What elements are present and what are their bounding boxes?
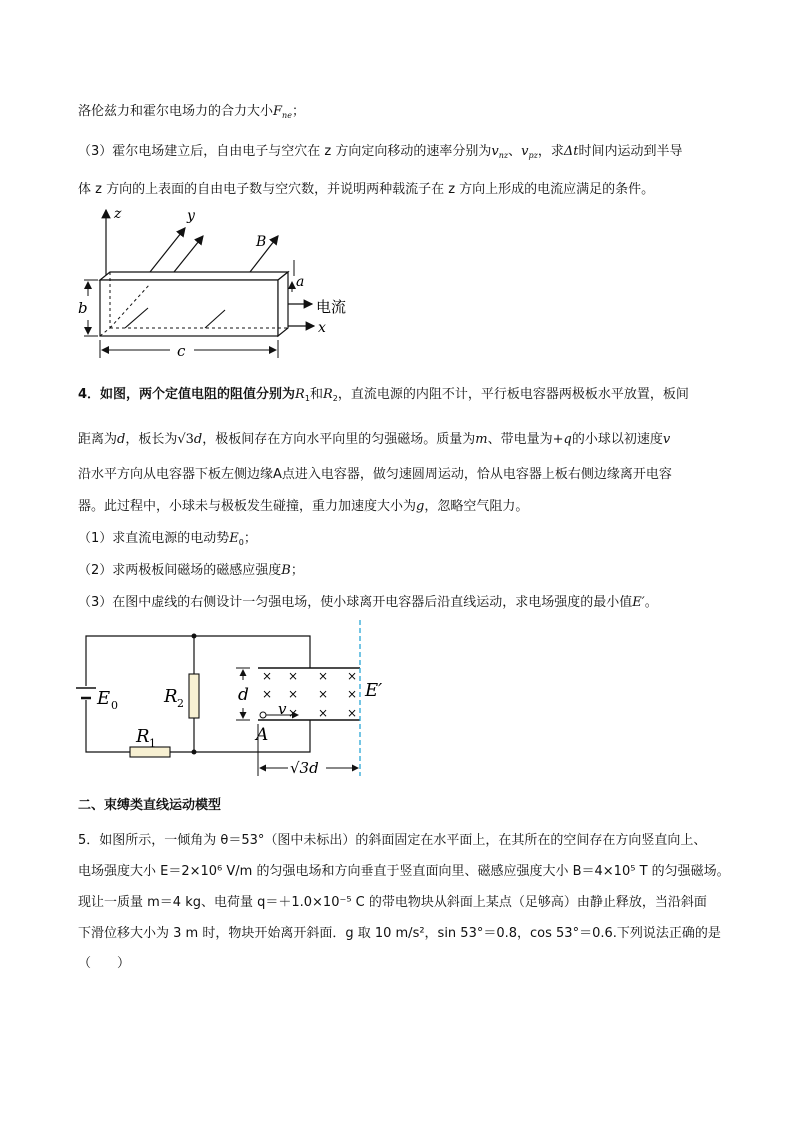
v-label: v (278, 700, 287, 718)
svg-text:×: × (288, 706, 299, 720)
slab-top (100, 272, 288, 280)
slab-side (278, 272, 288, 336)
e-prime-label: E′ (365, 680, 383, 701)
e0-label: E (97, 688, 111, 709)
point-a-label: A (256, 725, 269, 745)
r2-label: R (164, 686, 178, 707)
svg-text:×: × (288, 687, 299, 701)
charged-ball (260, 712, 266, 718)
magnetic-field-crosses (262, 669, 357, 720)
q4-part2: （2）求两极板间磁场的磁感应强度B； (78, 563, 304, 578)
q4-line2: 距离为d，板长为√3d，极板间存在方向水平向里的匀强磁场。质量为m、带电量为+q的小球以初速度v (78, 432, 671, 447)
q4-line1: 4．如图，两个定值电阻的阻值分别为$R_1$和$R_2$，直流电源的内阻不计，平行板电容器两极板水平放置，板间 (78, 387, 689, 403)
x-label: x (318, 320, 326, 336)
svg-text:×: × (288, 669, 299, 683)
b-arrow-2 (174, 236, 203, 272)
svg-text:×: × (347, 706, 358, 720)
svg-text:1: 1 (149, 737, 156, 750)
semiconductor-figure (70, 200, 370, 370)
q3-continuation-line: 洛伦兹力和霍尔电场力的合力大小$F_{ne}$； (78, 104, 305, 120)
svg-text:×: × (262, 669, 273, 683)
q5-line4: 下滑位移大小为 3 m 时，物块开始离开斜面．g 取 10 m/s²，sin 53°＝0.8，cos 53°＝0.6.下列说法正确的是 (78, 926, 721, 941)
c-dim-label: c (177, 342, 186, 360)
q4-part1: （1）求直流电源的电动势$E_0$； (78, 531, 257, 547)
q5-answer-blank: （ ） (78, 956, 131, 971)
circuit-figure (70, 616, 400, 781)
svg-text:×: × (347, 669, 358, 683)
svg-text:×: × (262, 687, 273, 701)
r1-label: R (136, 726, 150, 747)
section-heading: 二、束缚类直线运动模型 (78, 798, 222, 813)
current-label: 电流 (316, 298, 347, 316)
svg-text:×: × (318, 706, 329, 720)
d-label: d (238, 685, 249, 705)
q3-part3-line1: （3）霍尔电场建立后，自由电子与空穴在 z 方向定向移动的速率分别为$v_{nz}$、$v_{pz}$，求Δt时间内运动到半导 (78, 144, 683, 160)
q3-part3-line2: 体 z 方向的上表面的自由电子数与空穴数，并说明两种载流子在 z 方向上形成的电流应满足的条件。 (78, 182, 655, 197)
q4-part3: （3）在图中虚线的右侧设计一匀强电场，使小球离开电容器后沿直线运动，求电场强度的最小值E′。 (78, 595, 658, 610)
svg-text:×: × (347, 687, 358, 701)
q4-line4: 器。此过程中，小球未与极板发生碰撞，重力加速度大小为g，忽略空气阻力。 (78, 499, 529, 514)
b-dim-label: b (78, 299, 88, 317)
q5-line1: 5．如图所示，一倾角为 θ＝53°（图中未标出）的斜面固定在水平面上，在其所在的空间存在方向竖直向上、 (78, 833, 707, 848)
b-label: B (256, 234, 267, 250)
y-label: y (187, 208, 195, 224)
z-label: z (114, 206, 122, 222)
svg-text:0: 0 (111, 699, 118, 712)
resistor-r2 (189, 674, 199, 718)
svg-text:×: × (318, 687, 329, 701)
svg-text:×: × (318, 669, 329, 683)
a-label: a (296, 274, 305, 290)
q4-line3: 沿水平方向从电容器下板左侧边缘A点进入电容器，做匀速圆周运动，恰从电容器上板右侧边缘离开电容 (78, 467, 672, 482)
q5-line3: 现让一质量 m＝4 kg、电荷量 q＝＋1.0×10⁻⁵ C 的带电物块从斜面上某点（足够高）由静止释放，当沿斜面 (78, 895, 707, 910)
svg-text:2: 2 (177, 697, 184, 710)
width-label: √3d (290, 759, 319, 777)
q5-line2: 电场强度大小 E＝2×10⁶ V/m 的匀强电场和方向垂直于竖直面向里、磁感应强度大小 B＝4×10⁵ T 的匀强磁场。 (78, 864, 730, 879)
